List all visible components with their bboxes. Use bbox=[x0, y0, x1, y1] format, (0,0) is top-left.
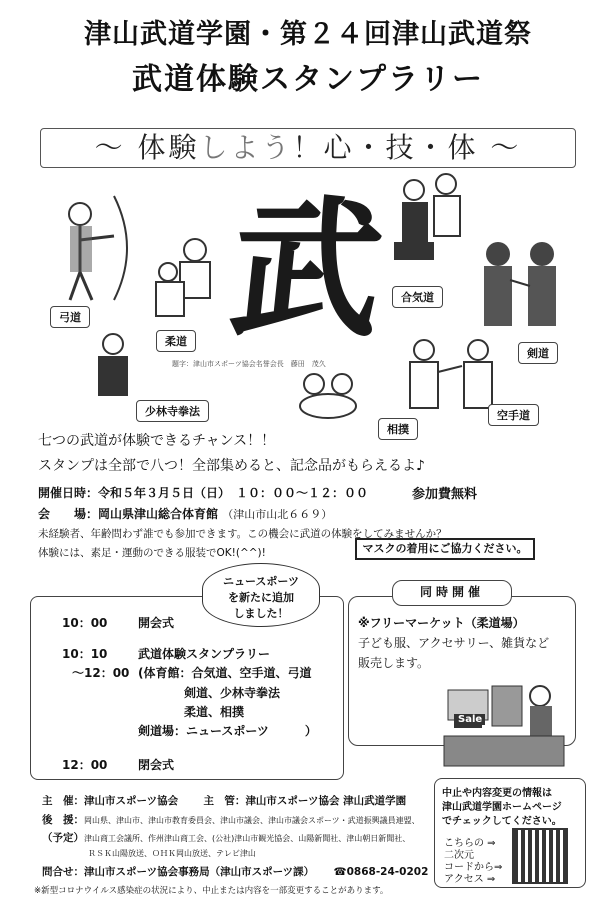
label-kyudo: 弓道 bbox=[50, 306, 90, 328]
aikido-figure-icon bbox=[386, 170, 476, 280]
sched-text-6: 剣道場：ニュースポーツ ） bbox=[138, 724, 317, 738]
label-sumo: 相撲 bbox=[378, 418, 418, 440]
sched-text-2: 武道体験スタンプラリー bbox=[138, 647, 271, 661]
flea-market-desc1: 子ども服、アクセサリー、雑貨など bbox=[358, 636, 550, 650]
organizer-value: 津山市スポーツ協会 bbox=[84, 795, 179, 807]
qr-line1: こちらの ⇒ bbox=[444, 838, 496, 849]
label-aikido: 合気道 bbox=[392, 286, 443, 308]
date-label: 開催日時： bbox=[38, 486, 99, 500]
sumo-figure-icon bbox=[296, 370, 360, 420]
sched-text-1: 開会式 bbox=[138, 616, 175, 630]
title-line1: 津山武道学園・第２４回津山武道祭 bbox=[84, 19, 532, 50]
note-line1: 未経験者、年齢問わず誰でも参加できます。この機会に武道の体験をしてみませんか？ bbox=[38, 528, 447, 540]
new-sports-callout bbox=[202, 563, 320, 627]
callout-line1: ニュースポーツ bbox=[222, 575, 299, 588]
slogan-part1: 〜 体験 bbox=[94, 131, 200, 164]
support-label: 後 援： bbox=[42, 814, 84, 826]
venue-label: 会 場： bbox=[38, 507, 99, 521]
sched-time-2: 10：10 bbox=[62, 647, 108, 661]
venue-address: （津山市山北６６９） bbox=[222, 508, 333, 521]
title-line2: 武道体験スタンプラリー bbox=[132, 62, 484, 97]
slogan-part2: しよう bbox=[199, 131, 293, 164]
qr-line2: 二次元 bbox=[444, 850, 474, 861]
info-line1: 中止や内容変更の情報は bbox=[442, 788, 552, 799]
callout-line2: を新たに追加 bbox=[228, 591, 294, 604]
support-line1: 岡山県、津山市、津山市教育委員会、津山市議会、津山市議会スポーツ・武道振興議員連盟、 bbox=[84, 816, 420, 825]
label-shorinji: 少林寺拳法 bbox=[136, 400, 209, 422]
contact-value: 津山市スポーツ協会事務局（津山市スポーツ課） bbox=[84, 866, 315, 878]
kendo-figure-icon bbox=[470, 236, 570, 328]
info-line2: 津山武道学園ホームページ bbox=[442, 802, 562, 813]
label-kendo: 剣道 bbox=[518, 342, 558, 364]
venue-name: 岡山県津山総合体育館 bbox=[98, 507, 219, 521]
slogan-part3: ！心・技・体 〜 bbox=[292, 131, 522, 164]
sched-text-4: 剣道、少林寺拳法 bbox=[184, 686, 281, 700]
archer-figure-icon bbox=[44, 192, 134, 304]
sched-text-3: (体育館：合気道、空手道、弓道 bbox=[138, 666, 312, 680]
sched-time-7: 12：00 bbox=[62, 758, 108, 772]
support-line3: ＲＳＫ山陽放送、ＯＨＫ岡山放送、テレビ津山 bbox=[88, 849, 256, 858]
sale-sign: Sale bbox=[455, 714, 485, 725]
intro-line1: 七つの武道が体験できるチャンス！！ bbox=[38, 433, 276, 449]
note-line2: 体験には、素足・運動のできる服装でOK!(^^)! bbox=[38, 547, 266, 559]
flea-market-title: ※フリーマーケット（柔道場） bbox=[358, 616, 525, 630]
contact-label: 問合せ： bbox=[42, 866, 84, 878]
label-judo: 柔道 bbox=[156, 330, 196, 352]
flea-market-illustration-icon bbox=[440, 680, 570, 770]
support-row1 bbox=[42, 812, 420, 827]
venue-row bbox=[38, 505, 332, 522]
qr-line3: コードから⇒ bbox=[444, 862, 503, 873]
judo-figure-icon bbox=[150, 232, 220, 327]
support-row2 bbox=[42, 830, 410, 845]
organizer-row bbox=[42, 793, 406, 808]
callout-line3: しました！ bbox=[233, 607, 289, 620]
flea-market-desc2: 販売します。 bbox=[358, 656, 430, 670]
bu-kanji-calligraphy: 武 bbox=[222, 182, 392, 358]
sched-time-1: 10：00 bbox=[62, 616, 108, 630]
calligraphy-credit: 題字：津山市スポーツ協会名誉会長 藤田 茂久 bbox=[172, 360, 326, 368]
contact-phone: ☎0868-24-0202 bbox=[333, 866, 429, 878]
label-karate: 空手道 bbox=[488, 404, 539, 426]
organizer-label: 主 催： bbox=[42, 795, 84, 807]
qr-code-icon[interactable] bbox=[512, 828, 568, 884]
manager-value: 津山市スポーツ協会 津山武道学園 bbox=[245, 795, 407, 807]
support-planned: （予定） bbox=[42, 832, 84, 844]
sched-time-3: 〜12：00 bbox=[72, 666, 130, 680]
concurrent-event-tab: 同時開催 bbox=[392, 580, 512, 606]
karate-figure-icon bbox=[402, 336, 500, 416]
shorinji-figure-icon bbox=[88, 332, 138, 404]
support-line2: 津山商工会議所、作州津山商工会、(公社)津山市観光協会、山陽新聞社、津山朝日新聞社、 bbox=[84, 834, 411, 843]
info-line3: でチェックしてください。 bbox=[442, 816, 562, 827]
manager-label: 主 管： bbox=[203, 795, 246, 807]
date-value: 令和５年３月５日（日） １０：００〜１２：００ bbox=[98, 486, 369, 500]
sched-text-7: 閉会式 bbox=[138, 758, 175, 772]
mask-notice: マスクの着用にご協力ください。 bbox=[355, 538, 535, 560]
covid-notice: ※新型コロナウイルス感染症の状況により、中止または内容を一部変更することがあります。 bbox=[34, 886, 389, 896]
slogan-banner bbox=[40, 128, 576, 168]
date-row bbox=[38, 484, 368, 501]
fee-label: 参加費無料 bbox=[412, 487, 478, 502]
qr-line4: アクセス ⇒ bbox=[444, 874, 496, 885]
contact-row bbox=[42, 864, 428, 879]
sched-text-5: 柔道、相撲 bbox=[184, 705, 245, 719]
intro-line2: スタンプは全部で八つ！全部集めると、記念品がもらえるよ♪ bbox=[38, 458, 425, 474]
